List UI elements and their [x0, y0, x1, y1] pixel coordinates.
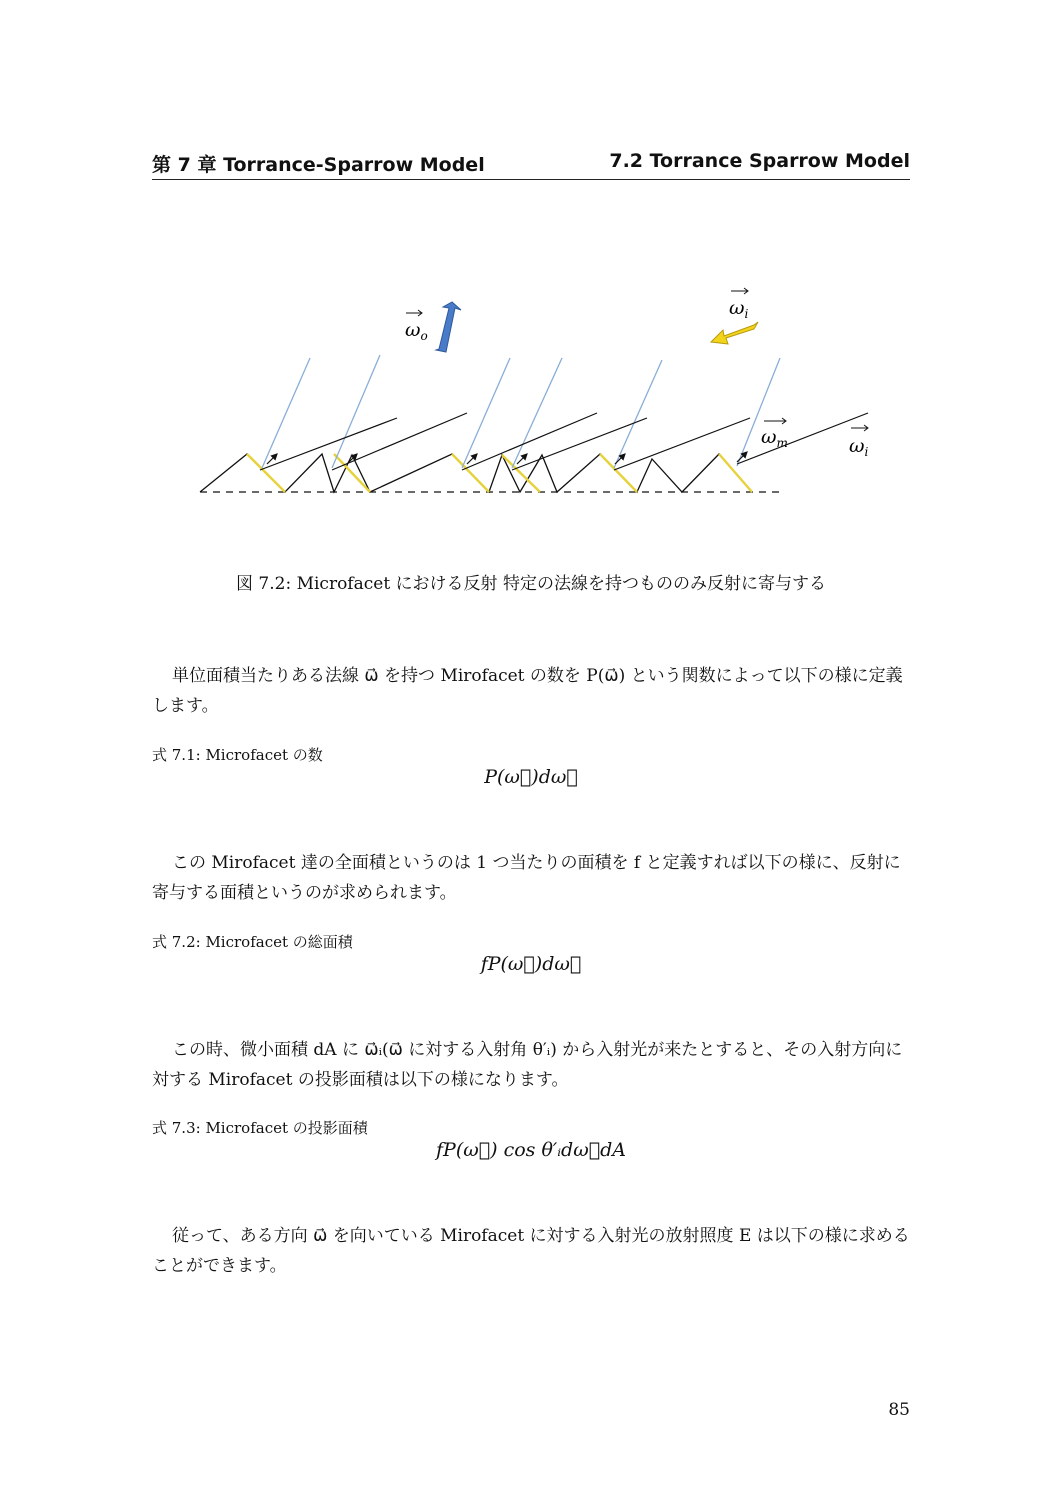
microfacet-figure	[152, 280, 910, 510]
equation-2-label: 式 7.2: Microfacet の総面積	[152, 933, 353, 951]
header-chapter-title: 第 7 章 Torrance-Sparrow Model	[152, 154, 485, 176]
page-number: 85	[888, 1400, 910, 1420]
incoming-direction-arrow	[711, 322, 758, 344]
label-omega-i-top: ω	[729, 297, 745, 319]
label-omega-i-top-sub: i	[744, 307, 749, 321]
svg-text:ωi	[729, 297, 749, 321]
label-omega-o: ω	[405, 319, 421, 341]
equation-1: P(ω⃗)dω⃗	[484, 766, 578, 788]
figure-caption: 図 7.2: Microfacet における反射 特定の法線を持つもののみ反射に寄与する	[236, 574, 826, 594]
header-rule	[152, 179, 910, 180]
label-omega-o-sub: o	[420, 329, 428, 343]
label-omega-m-sub: m	[776, 436, 788, 450]
paragraph-3: この時、微小面積 dA に ω⃗ᵢ(ω⃗ に対する入射角 θ′ᵢ) から入射光が来たとすると、その入射方向に対する Mirofacet の投影面積は以下の様になります。	[152, 1040, 903, 1090]
outgoing-rays	[262, 355, 780, 468]
label-omega-i-right: ω	[849, 435, 865, 457]
paragraph-2: この Mirofacet 達の全面積というのは 1 つ当たりの面積を f と定義すれば以下の様に、反射に寄与する面積というのが求められます。	[152, 853, 901, 903]
paragraph-4: 従って、ある方向 ω⃗ を向いている Mirofacet に対する入射光の放射照度 E は以下の様に求めることができます。	[152, 1226, 910, 1276]
outgoing-direction-arrow	[436, 302, 461, 352]
equation-2: fP(ω⃗)dω⃗	[480, 953, 582, 975]
equation-1-label: 式 7.1: Microfacet の数	[152, 746, 323, 764]
svg-text:ωo	[405, 319, 428, 343]
label-omega-m: ω	[761, 426, 777, 448]
svg-text:ωm	[761, 426, 788, 450]
header-section-title: 7.2 Torrance Sparrow Model	[609, 150, 910, 172]
microfacet-profile	[200, 454, 752, 492]
svg-text:ωi	[849, 435, 869, 459]
label-omega-i-right-sub: i	[864, 445, 869, 459]
paragraph-1: 単位面積当たりある法線 ω⃗ を持つ Mirofacet の数を P(ω⃗) という関数によって以下の様に定義します。	[152, 666, 903, 716]
equation-3-label: 式 7.3: Microfacet の投影面積	[152, 1119, 368, 1137]
equation-3: fP(ω⃗) cos θ′ᵢdω⃗dA	[436, 1139, 626, 1161]
